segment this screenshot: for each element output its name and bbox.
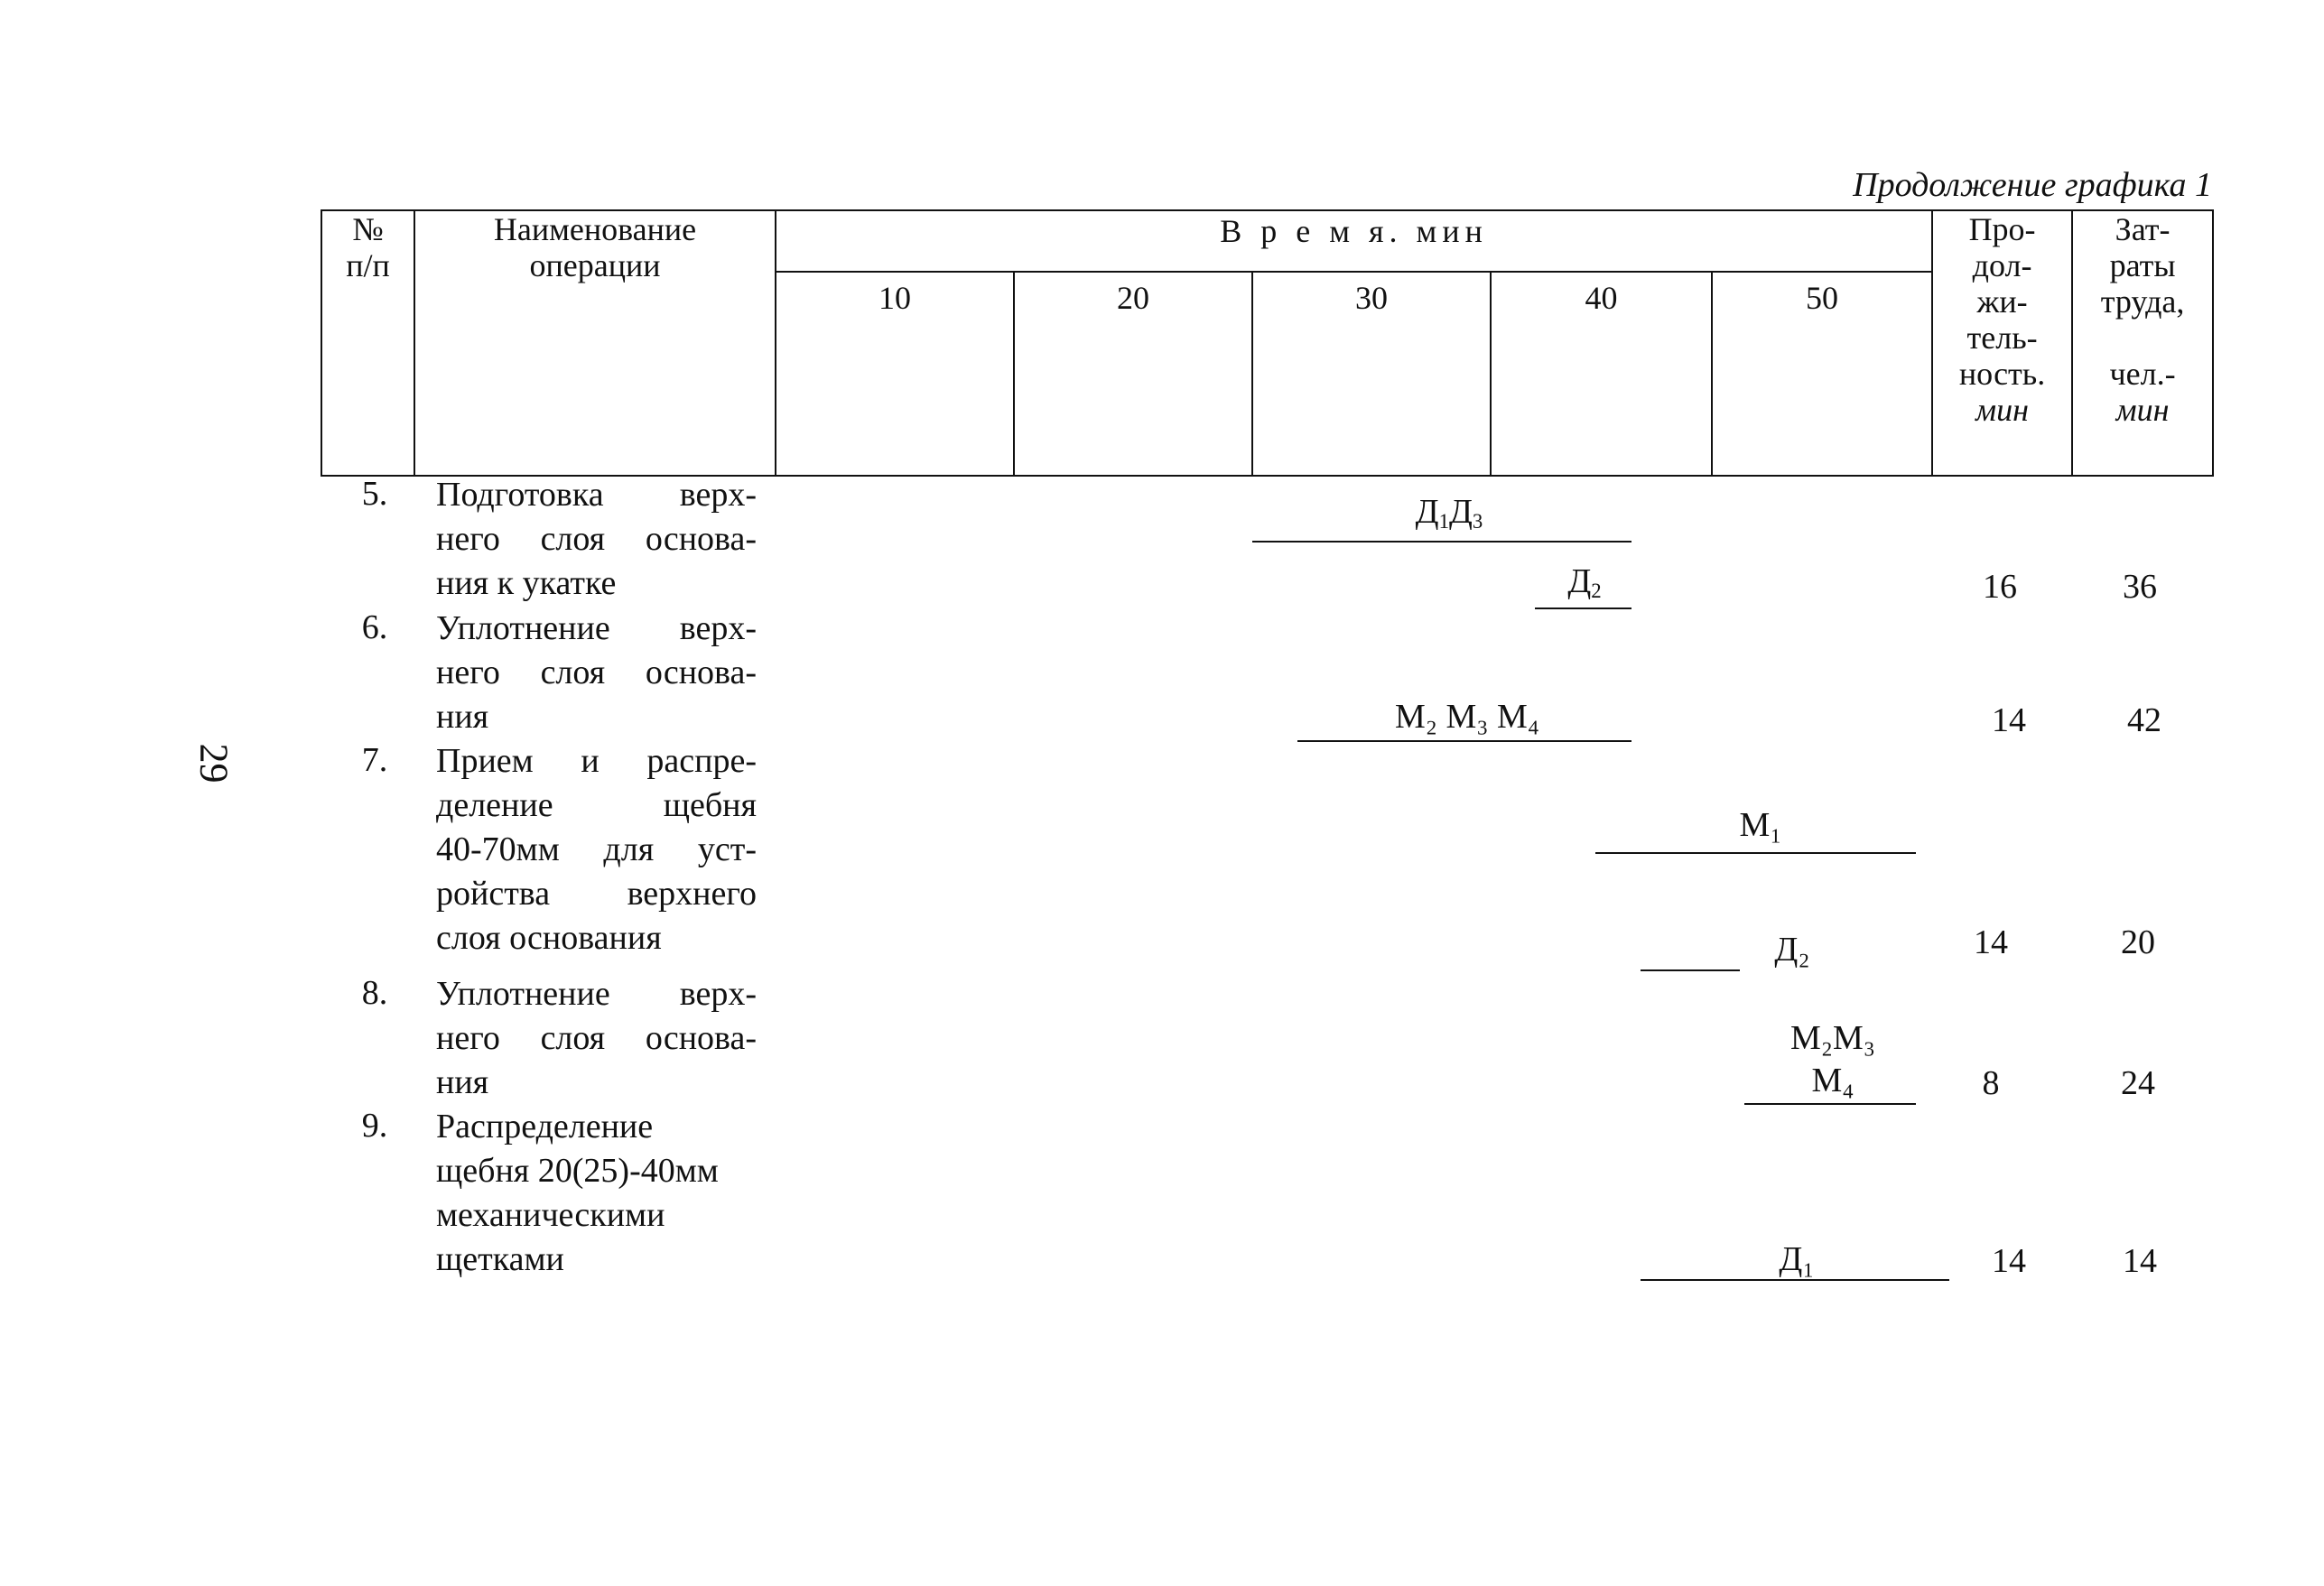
row-labor: 24: [2121, 1064, 2155, 1102]
row-labor: 14: [2123, 1242, 2157, 1280]
row-operation-name: [436, 1105, 757, 1282]
bar-label-text: Д: [1449, 493, 1473, 531]
schedule-header-table: [321, 209, 2214, 477]
gantt-bar: [1535, 608, 1631, 609]
time-tick: 40: [1491, 272, 1712, 476]
header-time: В р е м я. мин: [776, 210, 1932, 272]
row-name-line: щетками: [436, 1240, 564, 1278]
header-duration-unit: мин: [1975, 392, 2029, 428]
row-number: 8.: [361, 974, 388, 1012]
gantt-bar-label: Д₂: [1774, 931, 1810, 969]
row-number: 9.: [361, 1107, 388, 1145]
gantt-bar-label: M₂ M₃ M₄: [1394, 698, 1540, 736]
row-name-line: Подготовка верх-: [436, 476, 757, 514]
row-duration: 16: [1983, 568, 2017, 606]
row-name-line: 40-70мм для уст-: [436, 830, 757, 868]
bar-label-text: Д: [1415, 493, 1439, 531]
header-labor-label: Зат- раты труда, чел.-: [2100, 211, 2185, 392]
header-no: № п/п: [321, 210, 414, 476]
row-name-line: Прием и распре-: [436, 742, 757, 780]
bar-label-sub: 2: [1591, 580, 1602, 602]
header-operation-name: Наименование операции: [414, 210, 776, 476]
row-name-line: слоя основания: [436, 919, 662, 957]
row-name-line: Уплотнение верх-: [436, 609, 757, 647]
bar-label-sub: 3: [1472, 510, 1483, 533]
gantt-bar-label: M₄: [1811, 1062, 1855, 1099]
row-number: 6.: [361, 608, 388, 646]
time-tick: 20: [1014, 272, 1252, 476]
header-duration-label: Про- дол- жи- тель- ность.: [1958, 211, 2046, 392]
row-labor: 20: [2121, 923, 2155, 961]
table-caption: Продолжение графика 1: [1853, 166, 2212, 204]
bar-label-sub: 1: [1438, 510, 1449, 533]
gantt-bar-label: [1535, 561, 1634, 601]
row-name-line: него слоя основа-: [436, 1019, 757, 1057]
row-operation-name: [436, 473, 757, 606]
row-duration: 8: [1982, 1064, 2000, 1102]
gantt-bar: [1297, 740, 1631, 742]
time-tick: 30: [1252, 272, 1491, 476]
gantt-bar-label: Д₁: [1779, 1240, 1815, 1278]
time-tick: 10: [776, 272, 1014, 476]
gantt-bar: [1744, 1103, 1916, 1105]
header-labor-unit: мин: [2115, 392, 2170, 428]
row-number: 7.: [361, 741, 388, 779]
row-operation-name: [436, 607, 757, 739]
row-name-line: Уплотнение верх-: [436, 975, 757, 1013]
row-name-line: ния: [436, 1063, 489, 1101]
row-name-line: ния к укатке: [436, 564, 617, 602]
bar-label-text: Д: [1567, 562, 1592, 600]
row-labor: 42: [2127, 701, 2161, 739]
row-name-line: щебня 20(25)-40мм: [436, 1152, 719, 1190]
row-name-line: деление щебня: [436, 786, 757, 824]
gantt-bar: [1252, 541, 1631, 543]
row-name-line: Распределение: [436, 1108, 654, 1145]
gantt-bar: [1595, 852, 1916, 854]
row-name-line: механическими: [436, 1196, 665, 1234]
row-operation-name: [436, 739, 757, 960]
row-name-line: него слоя основа-: [436, 520, 757, 558]
row-name-line: ройства верхнего: [436, 875, 757, 913]
gantt-bar: [1641, 969, 1740, 971]
gantt-bar: [1641, 1279, 1949, 1281]
row-duration: 14: [1992, 1242, 2026, 1280]
header-labor: [2072, 210, 2213, 476]
row-duration: 14: [1992, 701, 2026, 739]
header-duration: [1932, 210, 2072, 476]
gantt-bar-label: M₁: [1739, 806, 1782, 844]
row-name-line: него слоя основа-: [436, 654, 757, 691]
row-labor: 36: [2123, 568, 2157, 606]
gantt-bar-label: M₂M₃: [1789, 1019, 1876, 1057]
page-number: 29: [191, 743, 237, 784]
row-name-line: ния: [436, 698, 489, 736]
row-duration: 14: [1974, 923, 2008, 961]
row-number: 5.: [361, 475, 388, 513]
time-tick: 50: [1712, 272, 1932, 476]
row-operation-name: [436, 972, 757, 1105]
gantt-bar-label: [1368, 492, 1530, 532]
